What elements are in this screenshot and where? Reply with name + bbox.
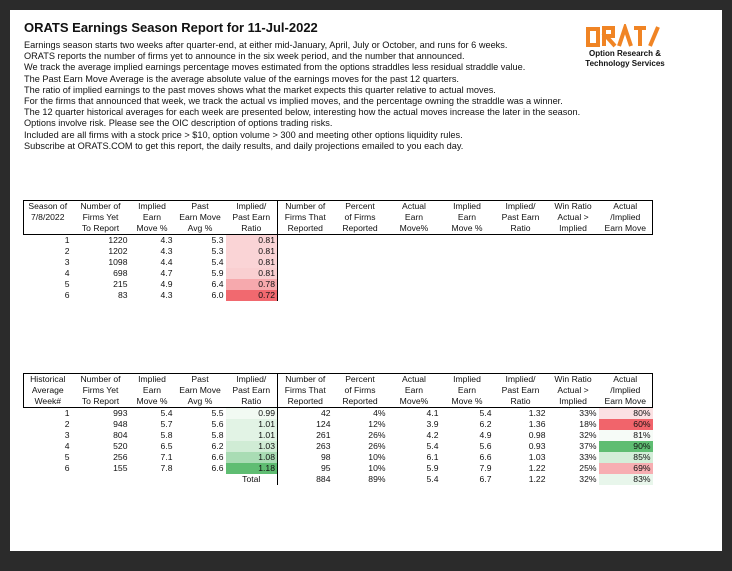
season-table-cell: 2 — [64, 246, 70, 256]
season-table-cell — [494, 290, 548, 301]
season-table-cell: 4.7 — [160, 268, 173, 278]
season-table-cell — [548, 268, 599, 279]
historical-table-cell: 18% — [579, 419, 597, 429]
season-table-cell: 3 — [64, 257, 70, 267]
historical-table-cell: 804 — [113, 430, 128, 440]
season-table-cell — [599, 290, 653, 301]
historical-table-cell: 1.32 — [528, 408, 546, 418]
historical-table-cell: 6.6 — [211, 452, 224, 462]
season-table-cell: 1202 — [108, 246, 128, 256]
season-table-header-cell: Implied — [130, 201, 175, 213]
season-table-row — [24, 279, 653, 290]
historical-table-cell: 1.01 — [226, 419, 278, 430]
season-table-cell: 0.81 — [226, 246, 278, 257]
historical-table-cell: 81% — [599, 430, 653, 441]
historical-table-row — [24, 419, 653, 430]
season-table-header-cell: Earn Move — [179, 212, 221, 222]
historical-table-cell: 10% — [368, 463, 386, 473]
intro-line: Options involve risk. Please see the OIC description of options trading risks. — [24, 118, 333, 129]
historical-table-cell: 33% — [579, 408, 597, 418]
historical-table-cell: 1.36 — [528, 419, 546, 429]
intro-line: We track the average implied earnings percentage moves estimated from the options straddles less residual straddle value. — [24, 62, 526, 73]
season-table-header-cell: Implied/ — [226, 201, 278, 213]
season-table-header-cell: Implied — [441, 201, 494, 213]
historical-table-cell: 80% — [599, 408, 653, 420]
historical-table-cell: 37% — [579, 441, 597, 451]
season-table-header-cell: Move% — [388, 223, 441, 235]
season-table-header-cell: Reported — [278, 223, 333, 235]
historical-table-header — [24, 374, 653, 408]
season-table-cell — [441, 235, 494, 247]
historical-table-total-cell — [72, 474, 130, 485]
season-table-header-cell: Actual — [388, 201, 441, 213]
season-table-cell — [388, 257, 441, 268]
historical-table-header-cell: Earn — [142, 385, 162, 395]
historical-table-cell: 0.93 — [528, 441, 546, 451]
season-table-header-cell: Earn — [142, 212, 162, 222]
season-table-header-cell: Past — [175, 201, 226, 213]
historical-table-cell: 60% — [599, 419, 653, 430]
historical-table-cell: 6.1 — [426, 452, 439, 462]
historical-table-cell: 124 — [316, 419, 331, 429]
season-table-header-cell: Implied — [548, 223, 599, 235]
season-table-cell — [441, 279, 494, 290]
season-table-cell: 1 — [64, 235, 70, 245]
historical-table-cell: 155 — [113, 463, 128, 473]
historical-table-cell: 90% — [599, 441, 653, 452]
intro-line: Earnings season starts two weeks after quarter-end, at either mid-January, April, July or October, and runs for 6 weeks. — [24, 40, 508, 50]
historical-table-header-cell: Move % — [130, 396, 175, 408]
season-table-header-row — [24, 201, 653, 213]
historical-table-header-cell: Move % — [441, 396, 494, 408]
season-table-cell: 215 — [113, 279, 128, 289]
historical-table-cell: 5.4 — [160, 408, 173, 418]
season-table-header-cell: Earn Move — [599, 223, 653, 235]
season-table-cell — [494, 279, 548, 290]
season-table-cell: 5.3 — [211, 246, 224, 256]
season-table-cell: 4.3 — [160, 235, 173, 245]
season-table-header-cell: Actual > — [557, 212, 589, 222]
season-table-cell — [388, 235, 441, 247]
season-table-cell — [388, 268, 441, 279]
season-table-header-cell: Reported — [333, 223, 388, 235]
historical-table-cell: 12% — [368, 419, 386, 429]
season-table-cell — [599, 246, 653, 257]
historical-table-header-cell: Earn Move — [179, 385, 221, 395]
historical-table-row — [24, 430, 653, 441]
season-table-cell — [278, 246, 333, 257]
historical-table-cell: 2 — [64, 419, 70, 429]
historical-table-row — [24, 408, 653, 420]
historical-table-cell: 10% — [368, 452, 386, 462]
season-table-cell — [548, 246, 599, 257]
season-table-cell — [494, 257, 548, 268]
season-table-header-cell: Number of — [72, 201, 130, 213]
season-table-header-cell: Move % — [130, 223, 175, 235]
season-table-cell: 0.78 — [226, 279, 278, 290]
season-table-cell — [278, 279, 333, 290]
season-table-cell — [599, 235, 653, 247]
season-table-cell: 4.9 — [160, 279, 173, 289]
season-table-header-cell: To Report — [72, 223, 130, 235]
season-table-header-cell: 7/8/2022 — [24, 212, 72, 223]
historical-table-cell: 0.99 — [226, 408, 278, 420]
historical-table-header-cell: To Report — [72, 396, 130, 408]
historical-table-cell: 6.5 — [160, 441, 173, 451]
historical-table-total-cell: 1.22 — [528, 474, 546, 484]
season-table-row — [24, 290, 653, 301]
season-table-header-cell: Firms That — [284, 212, 326, 222]
historical-table-cell: 5.9 — [426, 463, 439, 473]
season-table-cell — [441, 257, 494, 268]
report-title: ORATS Earnings Season Report for 11-Jul-2022 — [24, 20, 318, 35]
historical-table-header-cell: Implied/ — [494, 374, 548, 386]
historical-table-cell: 5.4 — [479, 408, 492, 418]
historical-table-cell: 520 — [113, 441, 128, 451]
season-table-cell — [388, 290, 441, 301]
season-table-row — [24, 246, 653, 257]
orats-logo — [582, 24, 668, 68]
historical-table-cell: 6.6 — [479, 452, 492, 462]
historical-table-header-cell: Number of — [278, 374, 333, 386]
historical-table-header-cell: of Firms — [344, 385, 376, 395]
season-table-cell — [388, 246, 441, 257]
season-table-row — [24, 268, 653, 279]
season-table-cell — [278, 268, 333, 279]
historical-table-total-cell: 5.4 — [426, 474, 439, 484]
historical-table-header-cell: Past Earn — [226, 385, 278, 396]
season-table-header-cell: Ratio — [226, 223, 278, 235]
historical-table-header-cell: Week# — [24, 396, 72, 408]
historical-table — [23, 373, 653, 485]
season-table-cell — [333, 290, 388, 301]
historical-table-cell: 5.8 — [160, 430, 173, 440]
season-table-cell: 0.81 — [226, 257, 278, 268]
historical-table-total-cell: 884 — [316, 474, 331, 484]
season-table-cell — [333, 268, 388, 279]
season-table-header-row — [24, 212, 653, 223]
season-table-cell — [599, 279, 653, 290]
historical-table-header-cell: /Implied — [599, 385, 653, 396]
season-table-cell — [548, 235, 599, 247]
season-table-header-row — [24, 223, 653, 235]
season-table-header — [24, 201, 653, 235]
historical-table-cell: 69% — [599, 463, 653, 474]
logo-subtitle-line2: Technology Services — [585, 59, 665, 68]
historical-table-cell: 5.4 — [426, 441, 439, 451]
season-table-cell: 4.3 — [160, 246, 173, 256]
historical-table-cell: 6.2 — [211, 441, 224, 451]
season-table-row — [24, 257, 653, 268]
season-table-header-cell: Percent — [333, 201, 388, 213]
historical-table-row — [24, 463, 653, 474]
historical-table-cell: 25% — [579, 463, 597, 473]
historical-table-cell: 1.01 — [226, 430, 278, 441]
season-table-cell: 6.4 — [211, 279, 224, 289]
season-table-cell — [441, 246, 494, 257]
historical-table-cell: 261 — [316, 430, 331, 440]
historical-table-header-cell: Firms That — [284, 385, 326, 395]
season-table-cell: 4.3 — [160, 290, 173, 300]
intro-line: For the firms that announced that week, we track the actual vs implied moves, and the percentage owning the straddle was a winner. — [24, 96, 563, 107]
historical-table-cell: 3.9 — [426, 419, 439, 429]
historical-table-header-cell: Earn — [404, 385, 424, 395]
report-sheet — [10, 10, 722, 551]
historical-table-cell: 0.98 — [528, 430, 546, 440]
historical-table-cell: 26% — [368, 441, 386, 451]
historical-table-header-cell: Implied/ — [226, 374, 278, 386]
season-table-header-cell: Implied/ — [494, 201, 548, 213]
historical-table-header-cell: Reported — [333, 396, 388, 408]
historical-table-header-cell: Actual > — [557, 385, 589, 395]
season-table-body — [24, 235, 653, 302]
season-table-cell: 4 — [64, 268, 70, 278]
historical-table-row — [24, 452, 653, 463]
season-table-cell: 5.9 — [211, 268, 224, 278]
season-table — [23, 200, 653, 301]
intro-line: Subscribe at ORATS.COM to get this report, the daily results, and daily projections emailed to you each day. — [24, 140, 464, 151]
intro-line: Included are all firms with a stock price > $10, option volume > 300 and meeting other options liquidity rules. — [24, 129, 463, 140]
season-table-header-cell: Past Earn — [226, 212, 278, 223]
historical-table-total-cell: 89% — [368, 474, 386, 484]
historical-table-cell: 1.03 — [528, 452, 546, 462]
season-table-cell: 0.81 — [226, 268, 278, 279]
historical-table-cell: 42 — [320, 408, 331, 418]
season-table-header-cell: Win Ratio — [548, 201, 599, 213]
orats-logo-mark — [584, 24, 666, 48]
historical-table-header-cell: Average — [24, 385, 72, 396]
season-table-cell — [278, 257, 333, 268]
season-table-cell — [441, 268, 494, 279]
historical-table-header-cell: Number of — [72, 374, 130, 386]
historical-table-cell: 1.08 — [226, 452, 278, 463]
historical-table-header-cell: Ratio — [494, 396, 548, 408]
historical-table-cell: 4.2 — [426, 430, 439, 440]
historical-table-cell: 3 — [64, 430, 70, 440]
season-table-cell — [278, 235, 333, 247]
season-table-cell: 6.0 — [211, 290, 224, 300]
historical-table-header-row — [24, 374, 653, 386]
historical-table-body — [24, 408, 653, 486]
historical-table-cell: 6 — [64, 463, 70, 473]
season-table-row — [24, 235, 653, 247]
season-table-cell: 0.81 — [226, 235, 278, 247]
historical-table-total-cell — [24, 474, 72, 485]
historical-table-cell: 4 — [64, 441, 70, 451]
intro-line: The 12 quarter historical averages for each week are presented below, interesting how the actual moves increase the later in the season. — [24, 107, 581, 118]
historical-table-header-cell: Reported — [278, 396, 333, 408]
season-table-header-cell: Avg % — [175, 223, 226, 235]
historical-table-header-cell: Move% — [388, 396, 441, 408]
historical-table-header-cell: Firms Yet — [82, 385, 119, 395]
season-table-header-cell: Ratio — [494, 223, 548, 235]
historical-table-header-cell: Implied — [441, 374, 494, 386]
historical-table-total-cell — [175, 474, 226, 485]
season-table-cell — [548, 257, 599, 268]
season-table-header-cell: Number of — [278, 201, 333, 213]
season-table-cell — [494, 268, 548, 279]
historical-table-cell: 7.8 — [160, 463, 173, 473]
historical-table-cell: 1 — [64, 408, 70, 418]
season-table-cell — [388, 279, 441, 290]
season-table-cell: 5 — [64, 279, 70, 289]
historical-table-cell: 95 — [320, 463, 331, 473]
historical-table-cell: 33% — [579, 452, 597, 462]
historical-table-cell: 948 — [113, 419, 128, 429]
intro-paragraph — [24, 40, 584, 152]
historical-table-cell: 5.6 — [211, 419, 224, 429]
historical-table-cell: 993 — [113, 408, 128, 418]
historical-table-header-row — [24, 396, 653, 408]
season-table-header-cell: Move % — [441, 223, 494, 235]
season-table-cell: 4.4 — [160, 257, 173, 267]
historical-table-header-cell: Earn Move — [599, 396, 653, 408]
historical-table-cell: 5.5 — [211, 408, 224, 418]
historical-table-row — [24, 441, 653, 452]
historical-table-header-cell: Avg % — [175, 396, 226, 408]
season-table-header-cell: Season of — [24, 201, 72, 213]
season-table-cell: 698 — [113, 268, 128, 278]
season-table-cell — [599, 257, 653, 268]
season-table-cell — [333, 246, 388, 257]
historical-table-cell: 6.6 — [211, 463, 224, 473]
historical-table-header-cell: Percent — [333, 374, 388, 386]
historical-table-cell: 4.1 — [426, 408, 439, 418]
season-table-cell: 1098 — [108, 257, 128, 267]
season-table-cell — [548, 290, 599, 301]
season-table-cell — [494, 235, 548, 247]
season-table-cell — [494, 246, 548, 257]
historical-table-cell: 32% — [579, 430, 597, 440]
historical-table-header-cell: Implied — [130, 374, 175, 386]
season-table-header-cell: Actual — [599, 201, 653, 213]
historical-table-total-cell: 32% — [579, 474, 597, 484]
historical-table-total-cell: 6.7 — [479, 474, 492, 484]
intro-line: ORATS reports the number of firms yet to announce in the six week period, and the number that announced. — [24, 51, 465, 62]
historical-table-cell: 6.2 — [479, 419, 492, 429]
historical-table-cell: 1.18 — [226, 463, 278, 474]
historical-table-total-cell: 83% — [599, 474, 653, 485]
historical-table-cell: 4% — [373, 408, 386, 418]
season-table-header-cell: Earn — [404, 212, 424, 222]
historical-table-cell: 7.1 — [160, 452, 173, 462]
season-table-cell — [441, 290, 494, 301]
historical-table-header-cell: Implied — [548, 396, 599, 408]
historical-table-cell: 1.03 — [226, 441, 278, 452]
season-table-cell: 1220 — [108, 235, 128, 245]
season-table-header-cell — [24, 223, 72, 235]
season-table-header-cell: Earn — [457, 212, 477, 222]
intro-line: The ratio of implied earnings to the past moves shows what the market expects this quarter relative to actual moves. — [24, 84, 496, 95]
season-table-cell: 6 — [64, 290, 70, 300]
historical-table-cell: 4.9 — [479, 430, 492, 440]
intro-line: The Past Earn Move Average is the average absolute value of the earnings moves for the past 12 quarters. — [24, 73, 459, 84]
season-table-cell — [333, 235, 388, 247]
historical-table-cell: 7.9 — [479, 463, 492, 473]
historical-table-cell: 263 — [316, 441, 331, 451]
season-table-cell — [278, 290, 333, 301]
historical-table-cell: 85% — [599, 452, 653, 463]
historical-table-header-row — [24, 385, 653, 396]
season-table-header-cell: /Implied — [599, 212, 653, 223]
historical-table-header-cell: Historical — [24, 374, 72, 386]
season-table-cell: 0.72 — [226, 290, 278, 301]
historical-table-total-cell: Total — [226, 474, 278, 485]
historical-table-cell: 5 — [64, 452, 70, 462]
historical-table-total-cell — [130, 474, 175, 485]
historical-table-cell: 5.8 — [211, 430, 224, 440]
season-table-cell — [548, 279, 599, 290]
historical-table-cell: 5.6 — [479, 441, 492, 451]
historical-table-cell: 98 — [320, 452, 331, 462]
historical-table-cell: 256 — [113, 452, 128, 462]
historical-table-cell: 1.22 — [528, 463, 546, 473]
season-table-cell: 83 — [117, 290, 128, 300]
season-table-header-cell: Past Earn — [501, 212, 540, 222]
season-table-cell — [333, 257, 388, 268]
historical-table-header-cell: Actual — [388, 374, 441, 386]
historical-table-header-cell: Actual — [599, 374, 653, 386]
historical-table-header-cell: Ratio — [226, 396, 278, 408]
historical-table-total-row — [24, 474, 653, 485]
season-table-header-cell: Firms Yet — [82, 212, 119, 222]
season-table-header-cell: of Firms — [344, 212, 376, 222]
historical-table-header-cell: Win Ratio — [548, 374, 599, 386]
logo-subtitle-line1: Option Research & — [588, 49, 661, 58]
historical-table-header-cell: Past Earn — [501, 385, 540, 395]
season-table-cell — [599, 268, 653, 279]
historical-table-cell: 26% — [368, 430, 386, 440]
historical-table-header-cell: Earn — [457, 385, 477, 395]
historical-table-header-cell: Past — [175, 374, 226, 386]
season-table-cell: 5.4 — [211, 257, 224, 267]
season-table-cell: 5.3 — [211, 235, 224, 245]
historical-table-cell: 5.7 — [160, 419, 173, 429]
season-table-cell — [333, 279, 388, 290]
